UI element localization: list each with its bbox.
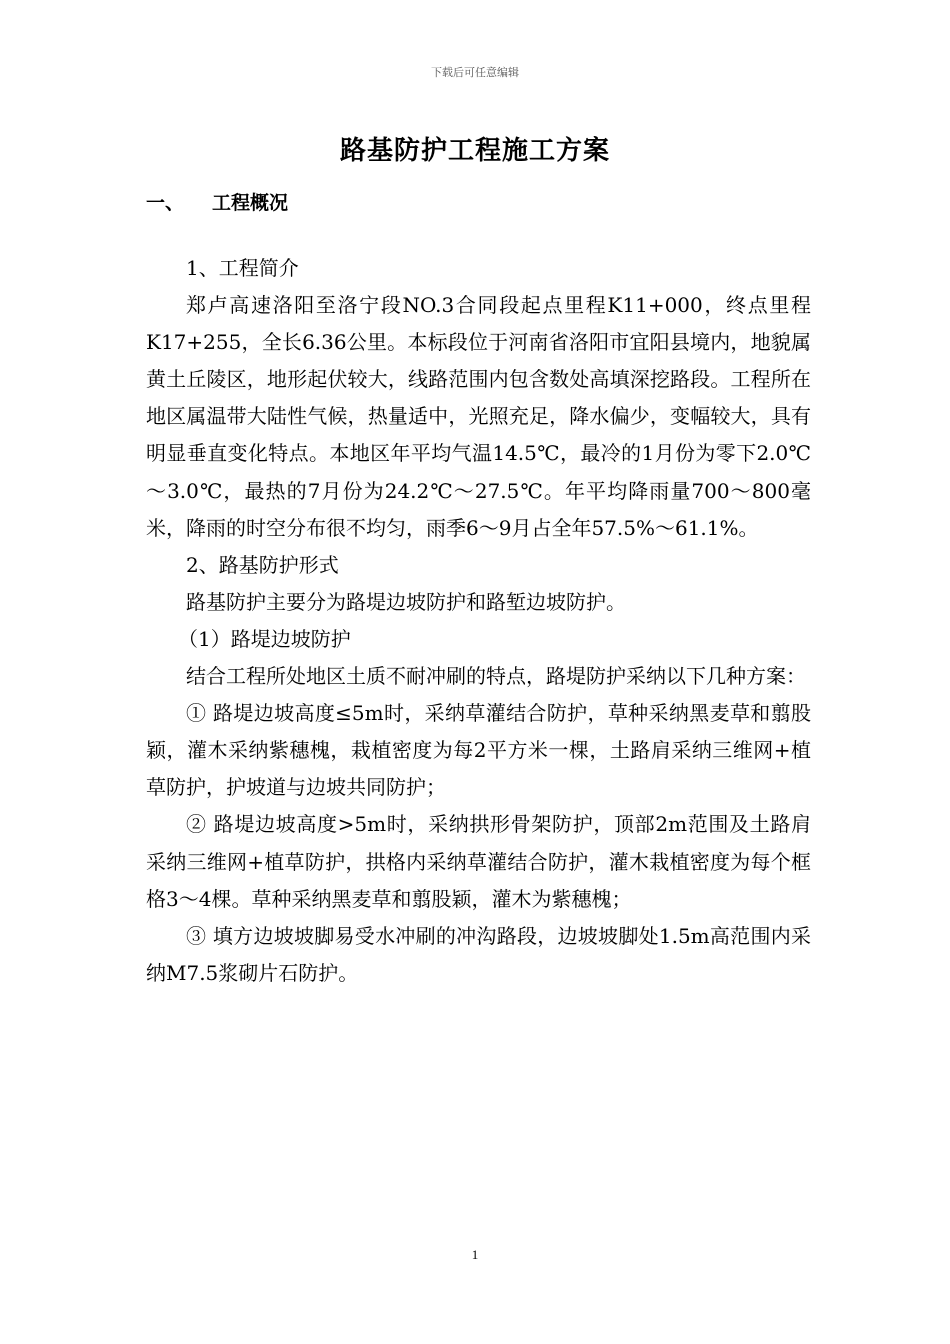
list-item-option-3: ③ 填方边坡坡脚易受水冲刷的冲沟路段，边坡坡脚处1.5m高范围内采纳M7.5浆砌片石防护。 [146,923,811,985]
list-item-option-1: ① 路堤边坡高度≤5m时，采纳草灌结合防护，草种采纳黑麦草和翦股颖，灌木采纳紫穗槐，栽植密度为每2平方米一棵，土路肩采纳三维网+植草防护，护坡道与边坡共同防护； [146,701,811,800]
list-item-option-2: ② 路堤边坡高度>5m时，采纳拱形骨架防护，顶部2m范围及土路肩采纳三维网+植草防护，拱格内采纳草灌结合防护，灌木栽植密度为每个框格3～4棵。草种采纳黑麦草和翦股颖，灌木为紫穗槐； [146,812,811,911]
header-note: 下载后可任意编辑 [431,66,519,79]
paragraph-embankment-intro: 结合工程所处地区土质不耐冲刷的特点，路堤防护采纳以下几种方案： [186,664,806,689]
page-number: 1 [471,1247,479,1262]
section-heading [146,188,288,215]
paragraph-project-intro: 郑卢高速洛阳至洛宁段NO.3合同段起点里程K11+000，终点里程K17+255，全长6.36公里。本标段位于河南省洛阳市宜阳县境内，地貌属黄土丘陵区，地形起伏较大，线路范围内包含数处高填深挖路段。工程所在地区属温带大陆性气候，热量适中，光照充足，降水偏少，变幅较大，具有明显垂直变化特点。本地区年平均气温14.5℃，最冷的1月份为零下2.0℃～3.0℃，最热的7月份为24.2℃～27.5℃。年平均降雨量700～800毫米，降雨的时空分布很不均匀，雨季6～9月占全年57.5%～61.1%。 [146,293,811,540]
paragraph-protection-types: 路基防护主要分为路堤边坡防护和路堑边坡防护。 [186,589,626,614]
section-number: 一、 [146,192,185,214]
document-body [146,250,811,992]
subsection-heading-protection-form: 2、路基防护形式 [186,552,339,577]
document-title: 路基防护工程施工方案 [339,136,610,166]
subsection-heading-embankment: （1）路堤边坡防护 [178,626,351,651]
section-title: 工程概况 [212,192,289,214]
subsection-heading-intro: 1、工程简介 [186,256,299,280]
